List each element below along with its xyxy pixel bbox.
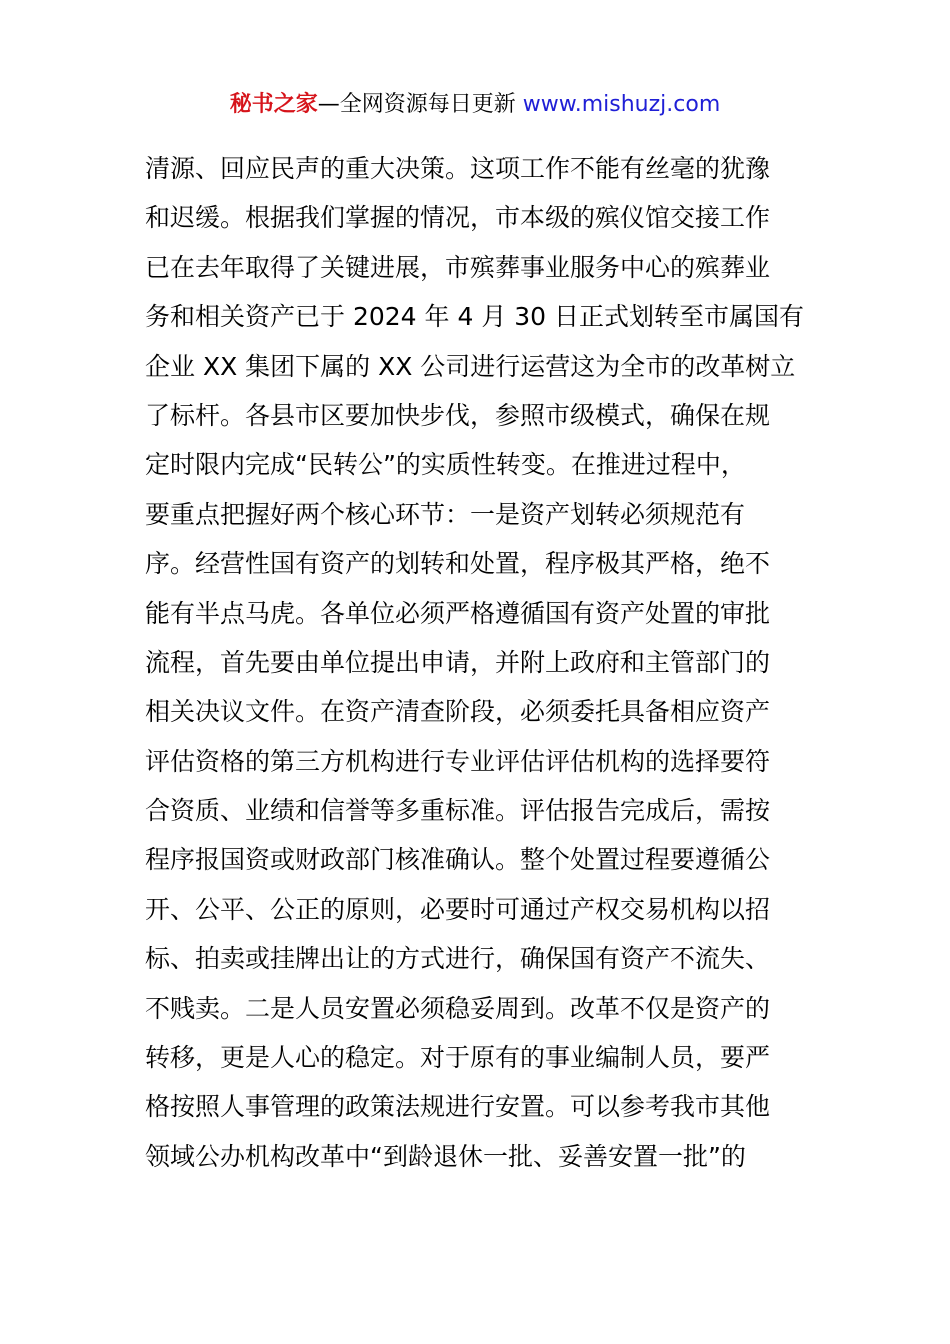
body-line: 标、拍卖或挂牌出让的方式进行，确保国有资产不流失、 <box>145 944 771 974</box>
body-line: 序。经营性国有资产的划转和处置，程序极其严格，绝不 <box>145 549 771 579</box>
body-line: 开、公平、公正的原则，必要时可通过产权交易机构以招 <box>145 894 771 924</box>
site-url-link[interactable]: www.mishuzj.com <box>522 92 721 117</box>
body-line: 要重点把握好两个核心环节：一是资产划转必须规范有 <box>145 499 746 529</box>
page-header <box>0 88 950 122</box>
body-line: 已在去年取得了关键进展，市殡葬事业服务中心的殡葬业 <box>145 252 771 282</box>
document-body <box>145 144 810 1181</box>
site-brand: 秘书之家 <box>229 92 318 117</box>
body-line: 格按照人事管理的政策法规进行安置。可以参考我市其他 <box>145 1092 771 1122</box>
body-line: 企业 XX 集团下属的 XX 公司进行运营这为全市的改革树立 <box>145 351 796 381</box>
body-line: 程序报国资或财政部门核准确认。整个处置过程要遵循公 <box>145 845 771 875</box>
body-line: 转移，更是人心的稳定。对于原有的事业编制人员，要严 <box>145 1043 771 1073</box>
body-line: 定时限内完成“民转公”的实质性转变。在推进过程中， <box>145 450 746 480</box>
body-line: 相关决议文件。在资产清查阶段，必须委托具备相应资产 <box>145 697 771 727</box>
body-line: 流程，首先要由单位提出申请，并附上政府和主管部门的 <box>145 647 771 677</box>
body-line: 能有半点马虎。各单位必须严格遵循国有资产处置的审批 <box>145 598 771 628</box>
body-line: 了标杆。各县市区要加快步伐，参照市级模式，确保在规 <box>145 400 771 430</box>
body-line: 务和相关资产已于 2024 年 4 月 30 日正式划转至市属国有 <box>145 302 805 332</box>
body-line: 评估资格的第三方机构进行专业评估评估机构的选择要符 <box>145 746 771 776</box>
body-line: 不贱卖。二是人员安置必须稳妥周到。改革不仅是资产的 <box>145 993 771 1023</box>
body-line: 合资质、业绩和信誉等多重标准。评估报告完成后，需按 <box>145 796 771 826</box>
body-line: 清源、回应民声的重大决策。这项工作不能有丝毫的犹豫 <box>145 154 771 183</box>
site-tagline: —全网资源每日更新 <box>317 92 523 117</box>
body-line: 领域公办机构改革中“到龄退休一批、妥善安置一批”的 <box>145 1141 746 1171</box>
body-line: 和迟缓。根据我们掌握的情况，市本级的殡仪馆交接工作 <box>145 203 771 233</box>
